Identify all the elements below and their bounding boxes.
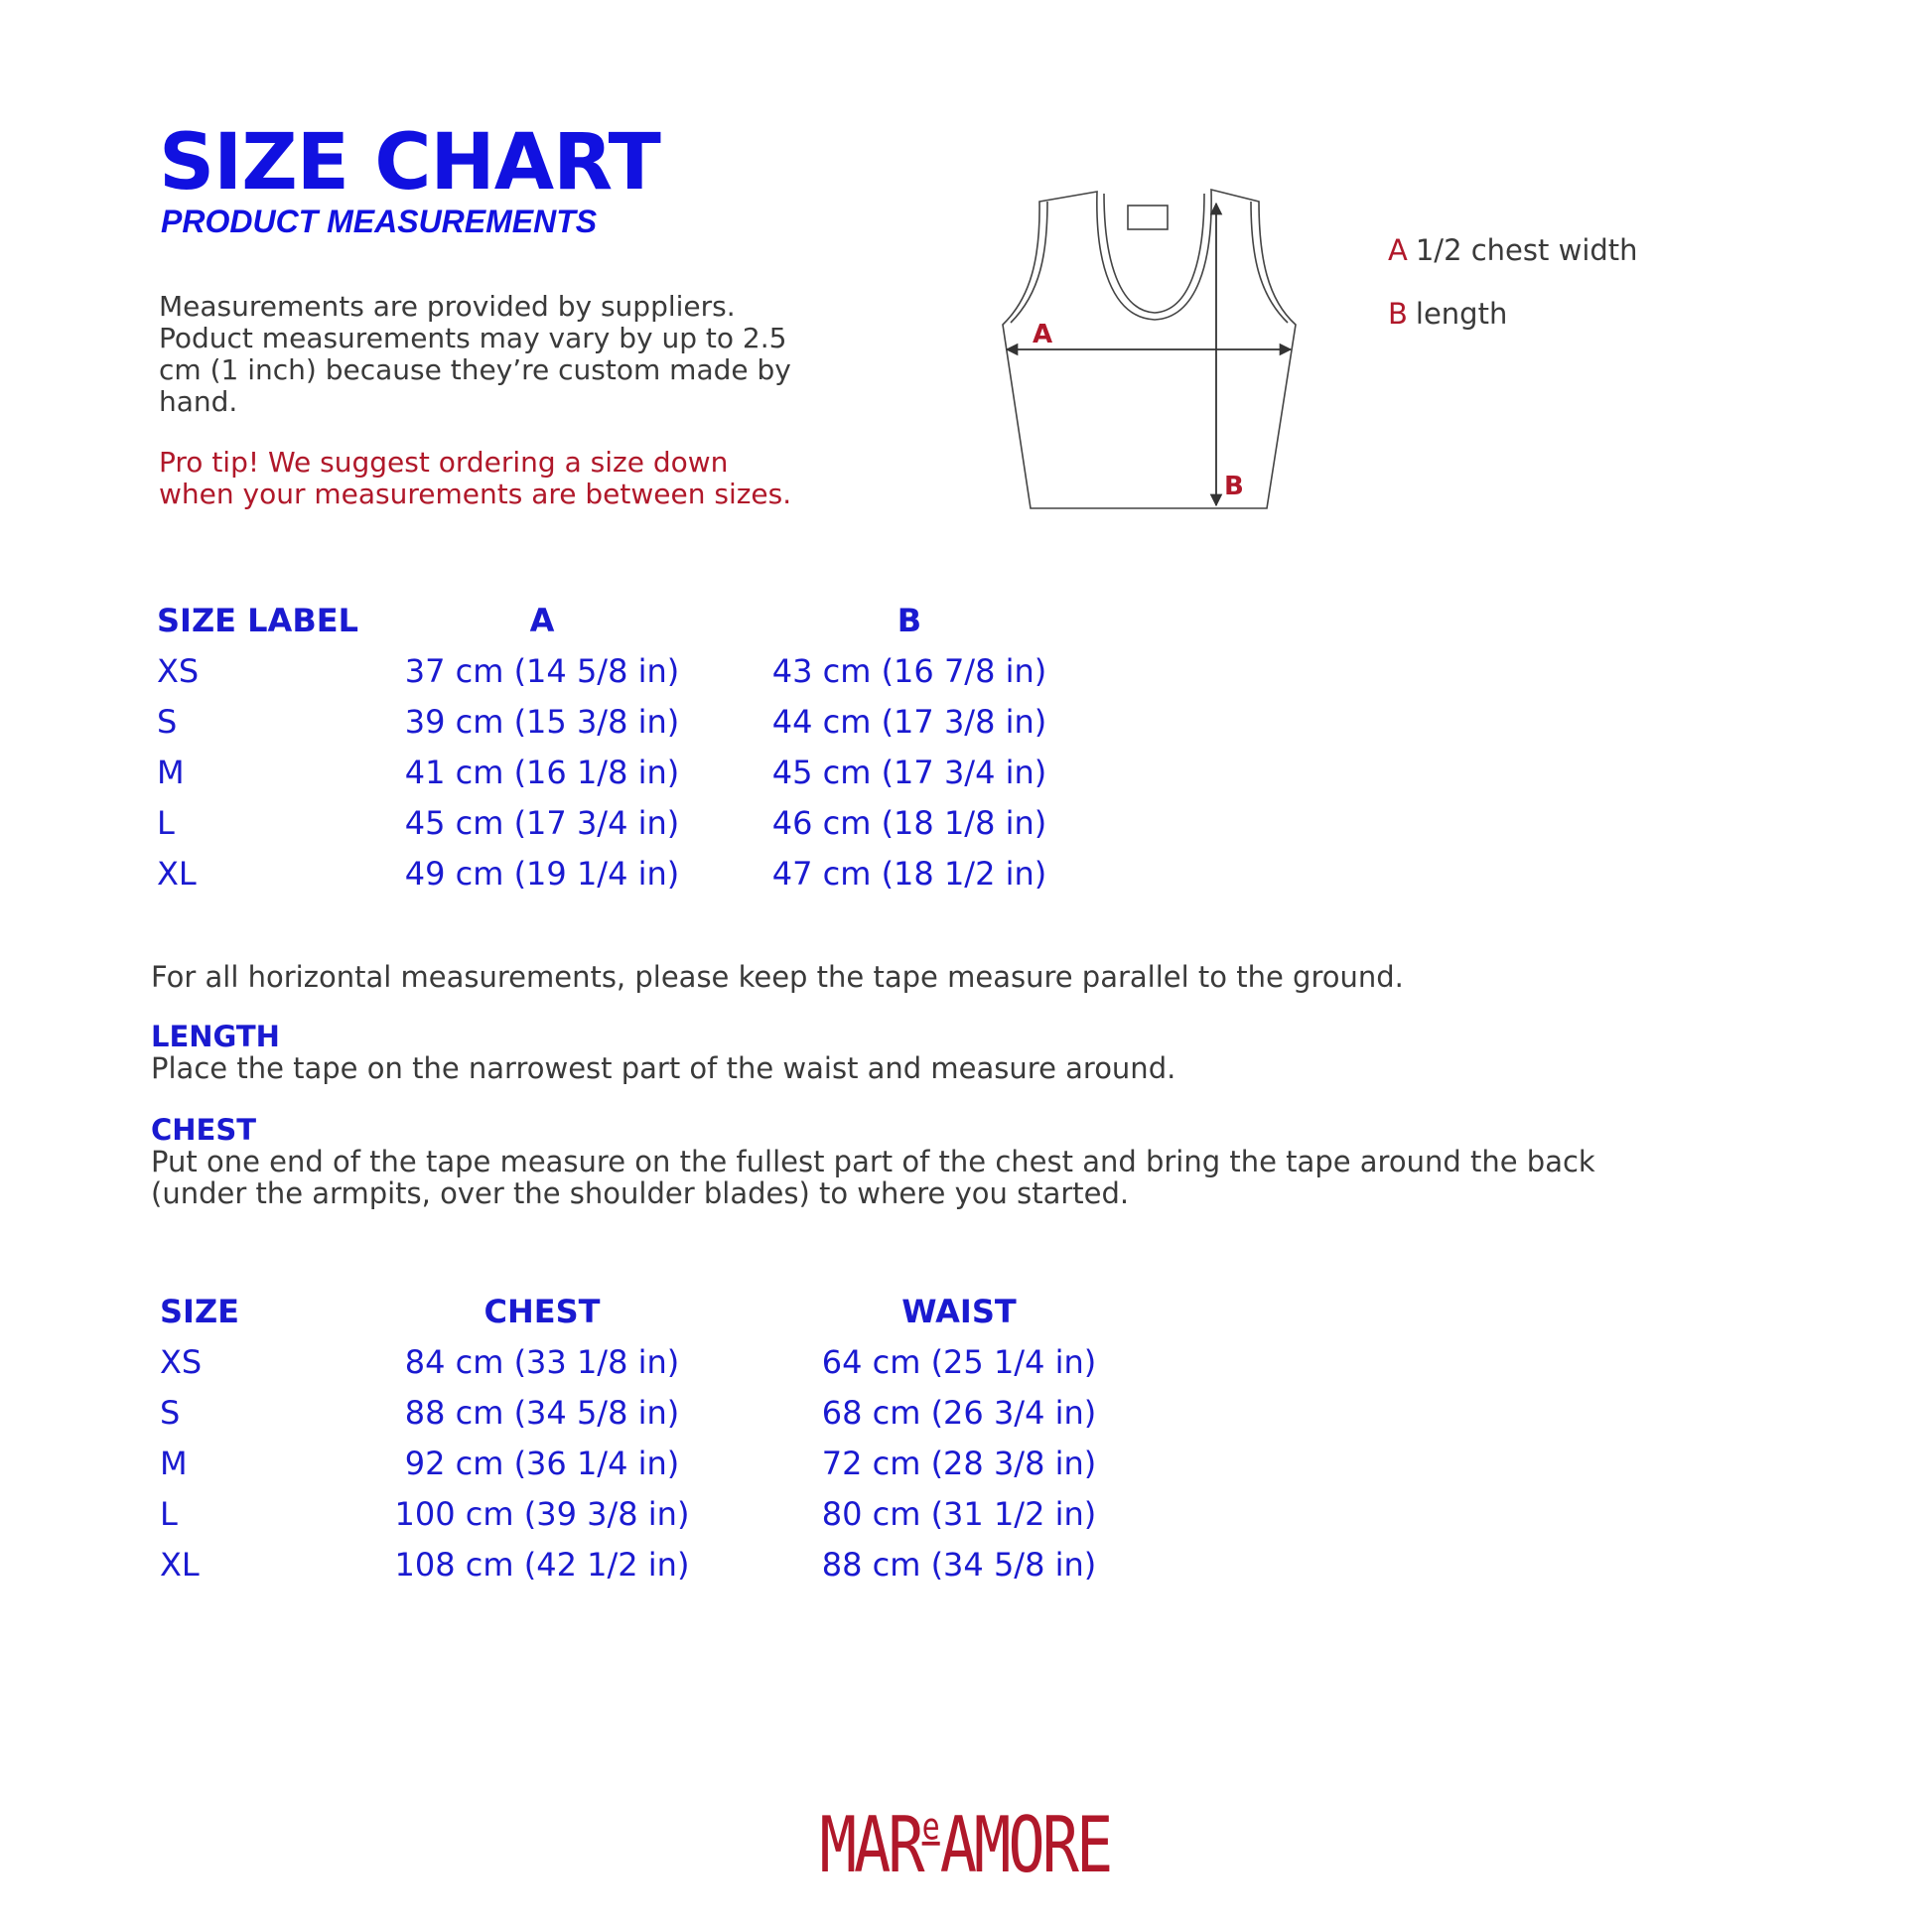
value-cell: 88 cm (34 5/8 in) (404, 1394, 680, 1432)
table-row (160, 1439, 1153, 1489)
legend-text: length (1415, 297, 1508, 331)
guide-length-header: LENGTH (151, 1020, 280, 1053)
guide-note: For all horizontal measurements, please keep the tape measure parallel to the ground. (151, 960, 1404, 994)
table-row (157, 646, 1150, 697)
table-row (157, 798, 1150, 849)
value-cell: 108 cm (42 1/2 in) (394, 1546, 690, 1584)
value-cell: 45 cm (17 3/4 in) (771, 754, 1047, 791)
page-subtitle: PRODUCT MEASUREMENTS (161, 204, 598, 239)
guide-length-section (151, 1021, 1789, 1084)
guide-length-text: Place the tape on the narrowest part of the waist and measure around. (151, 1051, 1176, 1085)
page-title: SIZE CHART (159, 118, 660, 207)
size-cell: L (157, 804, 175, 842)
intro-text (159, 291, 874, 418)
legend-item (1388, 230, 1638, 270)
measuring-guide (151, 961, 1789, 1239)
value-cell: 80 cm (31 1/2 in) (821, 1495, 1097, 1533)
table-row (157, 697, 1150, 748)
value-cell: 68 cm (26 3/4 in) (821, 1394, 1097, 1432)
size-cell: L (160, 1495, 178, 1533)
value-cell: 45 cm (17 3/4 in) (404, 804, 680, 842)
table-header-cell: A (529, 602, 555, 639)
table-header-cell: B (897, 602, 922, 639)
value-cell: 46 cm (18 1/8 in) (771, 804, 1047, 842)
size-cell: S (160, 1394, 181, 1432)
value-cell: 37 cm (14 5/8 in) (404, 652, 680, 690)
value-cell: 44 cm (17 3/8 in) (771, 703, 1047, 741)
size-cell: XL (160, 1546, 200, 1584)
pro-tip-line: Pro tip! We suggest ordering a size down (159, 446, 729, 479)
table-header-cell: SIZE LABEL (157, 602, 358, 639)
value-cell: 88 cm (34 5/8 in) (821, 1546, 1097, 1584)
table-header-row (157, 596, 1150, 646)
legend-text: 1/2 chest width (1415, 233, 1638, 267)
diagram-label-b: B (1224, 472, 1244, 501)
brand-logo (820, 1785, 1111, 1889)
diagram-label-a: A (1033, 320, 1053, 349)
diagram-legend (1388, 230, 1638, 357)
table-header-cell: CHEST (483, 1293, 601, 1330)
logo-text-e: e (921, 1805, 940, 1850)
value-cell: 64 cm (25 1/4 in) (821, 1343, 1097, 1381)
table-row (160, 1337, 1153, 1388)
intro-line: hand. (159, 385, 238, 418)
legend-letter: B (1388, 297, 1408, 331)
intro-line: Poduct measurements may vary by up to 2.5 (159, 322, 787, 354)
logo-text-mar: MAR (819, 1799, 922, 1890)
pro-tip-line: when your measurements are between sizes. (159, 478, 792, 510)
table-header-cell: WAIST (901, 1293, 1017, 1330)
intro-line: cm (1 inch) because they’re custom made by (159, 353, 791, 386)
value-cell: 92 cm (36 1/4 in) (404, 1445, 680, 1482)
value-cell: 100 cm (39 3/8 in) (394, 1495, 690, 1533)
table-row (160, 1388, 1153, 1439)
table-row (160, 1540, 1153, 1590)
size-cell: S (157, 703, 178, 741)
garment-diagram (993, 184, 1320, 521)
size-cell: XS (157, 652, 200, 690)
value-cell: 49 cm (19 1/4 in) (404, 855, 680, 893)
value-cell: 72 cm (28 3/8 in) (821, 1445, 1097, 1482)
value-cell: 84 cm (33 1/8 in) (404, 1343, 680, 1381)
size-cell: M (160, 1445, 188, 1482)
size-cell: XS (160, 1343, 203, 1381)
table-row (157, 849, 1150, 899)
value-cell: 41 cm (16 1/8 in) (404, 754, 680, 791)
logo-text-amore: AMORE (939, 1799, 1111, 1890)
value-cell: 43 cm (16 7/8 in) (771, 652, 1047, 690)
guide-chest-text: Put one end of the tape measure on the fullest part of the chest and bring the tape around the back (151, 1145, 1595, 1178)
pro-tip (159, 447, 913, 510)
size-cell: M (157, 754, 185, 791)
guide-chest-header: CHEST (151, 1113, 257, 1147)
size-cell: XL (157, 855, 197, 893)
table-header-row (160, 1287, 1153, 1337)
intro-line: Measurements are provided by suppliers. (159, 290, 736, 323)
guide-chest-section (151, 1114, 1789, 1209)
table-header-cell: SIZE (160, 1293, 240, 1330)
legend-item (1388, 294, 1638, 334)
value-cell: 39 cm (15 3/8 in) (404, 703, 680, 741)
guide-chest-text: (under the armpits, over the shoulder blades) to where you started. (151, 1176, 1130, 1210)
value-cell: 47 cm (18 1/2 in) (771, 855, 1047, 893)
table-row (157, 748, 1150, 798)
legend-letter: A (1388, 233, 1408, 267)
table-row (160, 1489, 1153, 1540)
